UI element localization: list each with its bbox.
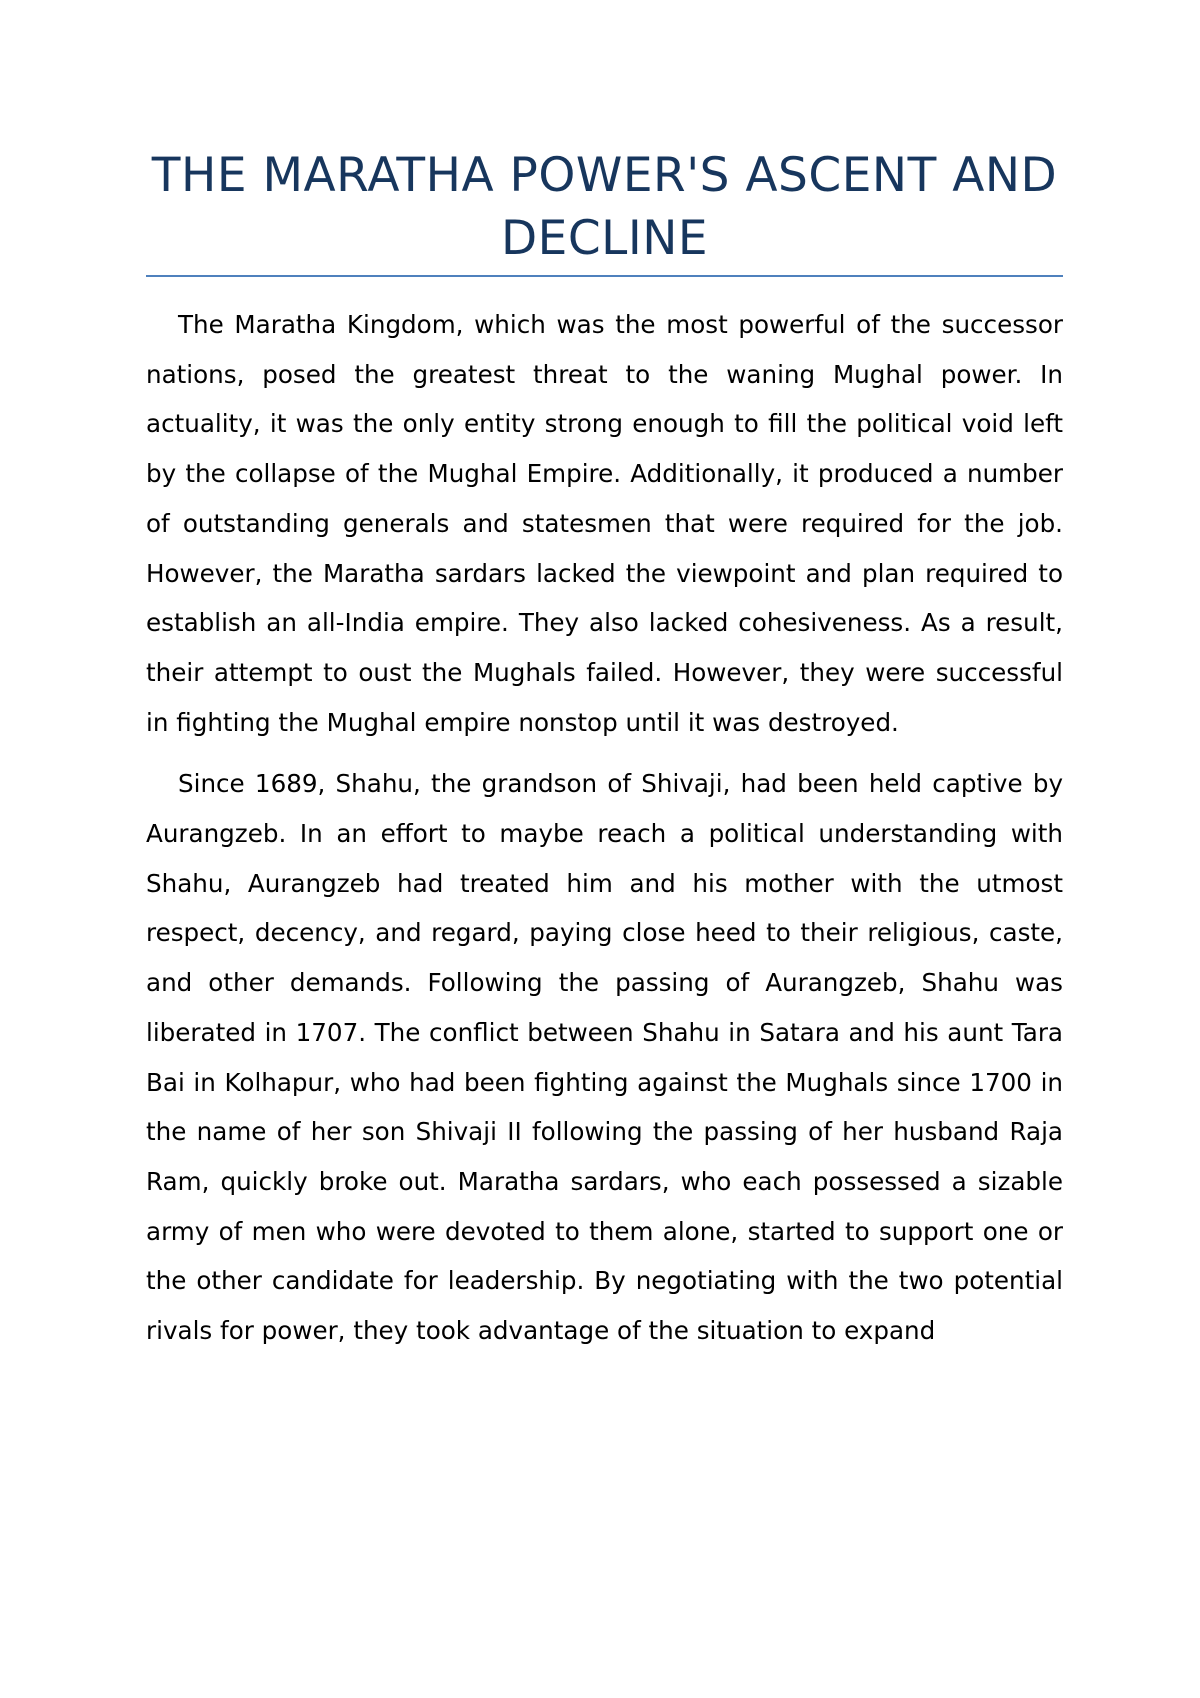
title-underline — [146, 275, 1063, 277]
paragraph-2: Since 1689, Shahu, the grandson of Shivaji, had been held captive by Aurangzeb. In an effort to maybe reach a political understanding with Shahu, Aurangzeb had treated him and his mother with the utmost respect, decency, and regard, paying close heed to their religious, caste, and other demands. Following the passing of Aurangzeb, Shahu was liberated in 1707. The conflict between Shahu in Satara and his aunt Tara Bai in Kolhapur, who had been fighting against the Mughals since 1700 in the name of her son Shivaji II following the passing of her husband Raja Ram, quickly broke out. Maratha sardars, who each possessed a sizable army of men who were devoted to them alone, started to support one or the other candidate for leadership. By negotiating with the two potential rivals for power, they took advantage of the situation to expand — [146, 769, 1063, 1346]
document-body — [146, 300, 1063, 1356]
document-title: THE MARATHA POWER'S ASCENT AND DECLINE — [151, 148, 1058, 266]
paragraph-1: The Maratha Kingdom, which was the most powerful of the successor nations, posed the greatest threat to the waning Mughal power. In actuality, it was the only entity strong enough to fill the political void left by the collapse of the Mughal Empire. Additionally, it produced a number of outstanding generals and statesmen that were required for the job. However, the Maratha sardars lacked the viewpoint and plan required to establish an all-India empire. They also lacked cohesiveness. As a result, their attempt to oust the Mughals failed. However, they were successful in fighting the Mughal empire nonstop until it was destroyed. — [146, 310, 1063, 737]
